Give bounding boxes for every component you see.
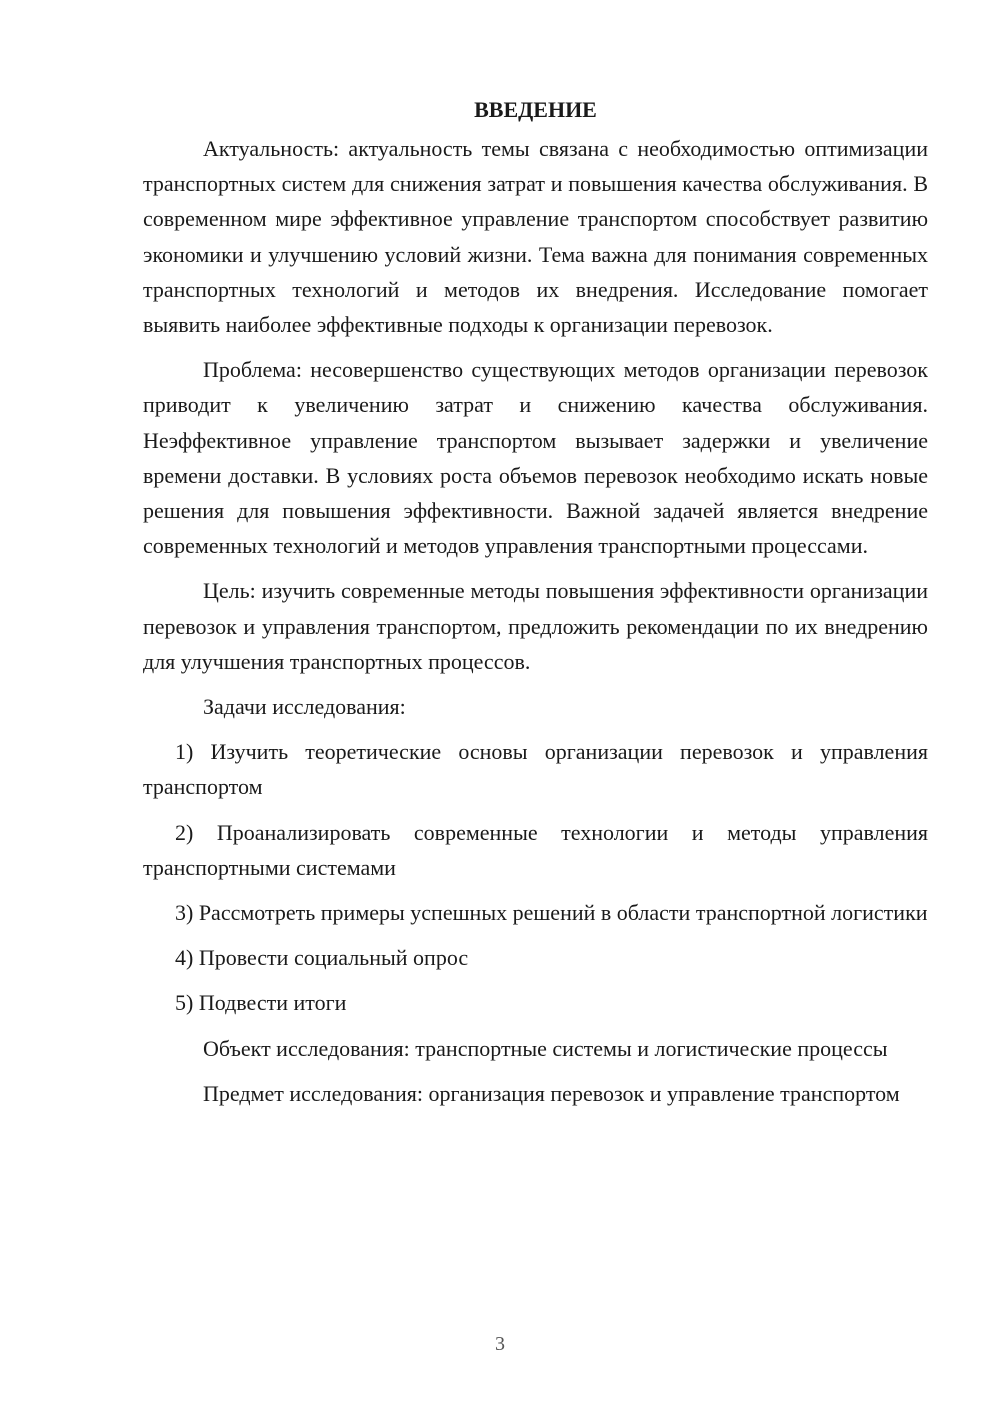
page-content xyxy=(143,92,928,1121)
task-item-2: 2) Проанализировать современные технологии и методы управления транспортными системами xyxy=(143,819,928,880)
paragraph-goal: Цель: изучить современные методы повышения эффективности организации перевозок и управления транспортом, предложить рекомендации по их внедрению для улучшения транспортных процессов. xyxy=(143,578,928,674)
task-item-5: 5) Подвести итоги xyxy=(175,990,347,1016)
paragraph-object: Объект исследования: транспортные системы и логистические процессы xyxy=(203,1035,888,1061)
paragraph-subject: Предмет исследования: организация перевозок и управление транспортом xyxy=(203,1080,900,1106)
task-item-3: 3) Рассмотреть примеры успешных решений в области транспортной логистики xyxy=(175,900,928,926)
page-number: 3 xyxy=(495,1333,505,1355)
tasks-heading: Задачи исследования: xyxy=(203,694,406,720)
page-title: ВВЕДЕНИЕ xyxy=(474,97,597,122)
paragraph-relevance: Актуальность: актуальность темы связана с необходимостью оптимизации транспортных систем для снижения затрат и повышения качества обслуживания. В современном мире эффективное управление транспортом способствует развитию экономики и улучшению условий жизни. Тема важна для понимания современных транспортных технологий и методов их внедрения. Исследование помогает выявить наиболее эффективные подходы к организации перевозок. xyxy=(143,136,928,338)
paragraph-problem: Проблема: несовершенство существующих методов организации перевозок приводит к увеличению затрат и снижению качества обслуживания. Неэффективное управление транспортом вызывает задержки и увеличение времени доставки. В условиях роста объемов перевозок необходимо искать новые решения для повышения эффективности. Важной задачей является внедрение современных технологий и методов управления транспортными процессами. xyxy=(143,357,928,559)
task-item-1: 1) Изучить теоретические основы организации перевозок и управления транспортом xyxy=(143,739,928,800)
task-item-4: 4) Провести социальный опрос xyxy=(175,945,469,971)
